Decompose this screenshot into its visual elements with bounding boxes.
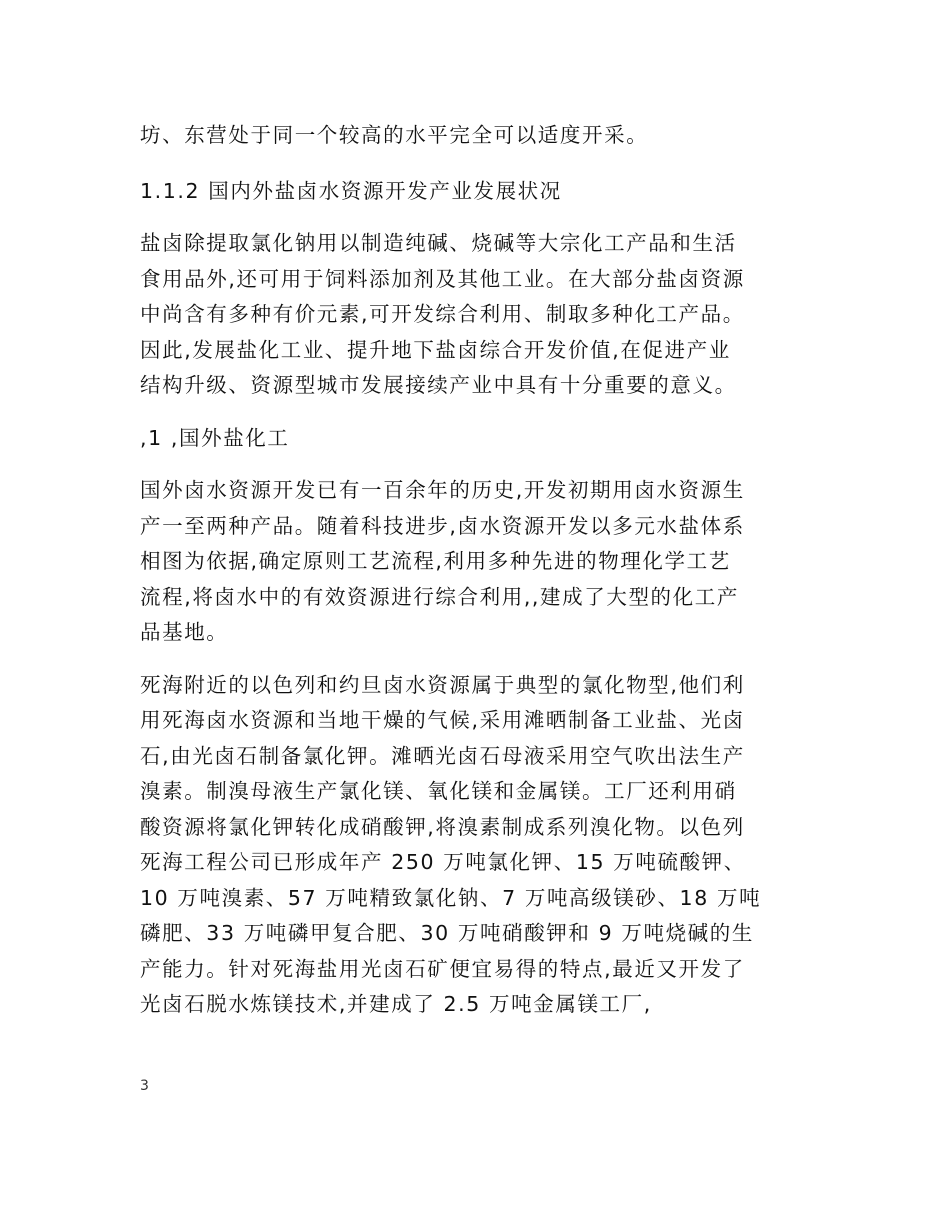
- text-line: 产一至两种产品。随着科技进步,卤水资源开发以多元水盐体系: [140, 513, 745, 538]
- text-line: 溴素。制溴母液生产氯化镁、氧化镁和金属镁。工厂还利用硝: [140, 779, 737, 803]
- text-line: 10 万吨溴素、57 万吨精致氯化钠、7 万吨高级镁砂、18 万吨: [140, 885, 762, 910]
- text-line: 石,由光卤石制备氯化钾。滩晒光卤石母液采用空气吹出法生产: [140, 743, 745, 768]
- text-line: 流程,将卤水中的有效资源进行综合利用,,建成了大型的化工产: [140, 584, 739, 609]
- text-line: 酸资源将氯化钾转化成硝酸钾,将溴素制成系列溴化物。以色列: [140, 814, 745, 839]
- paragraph-dead-sea: [140, 668, 820, 1023]
- text-line: 产能力。针对死海盐用光卤石矿便宜易得的特点,最近又开发了: [140, 956, 745, 981]
- text-line: 中尚含有多种有价元素,可开发综合利用、制取多种化工产品。: [140, 302, 745, 326]
- text-line: 食用品外,还可用于饲料添加剂及其他工业。在大部分盐卤资源: [140, 266, 745, 291]
- text-line: 磷肥、33 万吨磷甲复合肥、30 万吨硝酸钾和 9 万吨烧碱的生: [140, 921, 754, 945]
- heading-line: 1.1.2 国内外盐卤水资源开发产业发展状况: [140, 178, 562, 203]
- paragraph-spacing: [140, 651, 820, 668]
- paragraph-foreign-development: [140, 473, 820, 651]
- text-line: 国外卤水资源开发已有一百余年的历史,开发初期用卤水资源生: [140, 478, 745, 502]
- text-line: 因此,发展盐化工业、提升地下盐卤综合开发价值,在促进产业: [140, 337, 731, 362]
- section-heading-1-1-2: [140, 174, 820, 210]
- text-line: 品基地。: [140, 620, 229, 644]
- text-line: 坊、东营处于同一个较高的水平完全可以适度开采。: [140, 123, 649, 147]
- paragraph-spacing: [140, 154, 820, 174]
- text-line: 死海工程公司已形成年产 250 万吨氯化钾、15 万吨硫酸钾、: [140, 850, 746, 874]
- text-line: 结构升级、资源型城市发展接续产业中具有十分重要的意义。: [140, 373, 737, 397]
- paragraph-brine-uses: [140, 226, 820, 404]
- page-number: 3: [140, 1078, 149, 1094]
- text-line: 相图为依据,确定原则工艺流程,利用多种先进的物理化学工艺: [140, 549, 731, 573]
- subheading-foreign-salt-chemical: [140, 421, 820, 457]
- text-line: 死海附近的以色列和约旦卤水资源属于典型的氯化物型,他们利: [140, 672, 745, 697]
- text-line: 盐卤除提取氯化钠用以制造纯碱、烧碱等大宗化工产品和生活: [140, 231, 737, 255]
- subheading-line: ,1 ,国外盐化工: [140, 425, 290, 450]
- paragraph-spacing: [140, 404, 820, 421]
- text-line: 光卤石脱水炼镁技术,并建成了 2.5 万吨金属镁工厂,: [140, 992, 652, 1016]
- text-line: 用死海卤水资源和当地干燥的气候,采用滩晒制备工业盐、光卤: [140, 708, 745, 732]
- paragraph-spacing: [140, 209, 820, 226]
- document-body: [140, 118, 820, 1023]
- paragraph-continuation: [140, 118, 820, 154]
- paragraph-spacing: [140, 456, 820, 473]
